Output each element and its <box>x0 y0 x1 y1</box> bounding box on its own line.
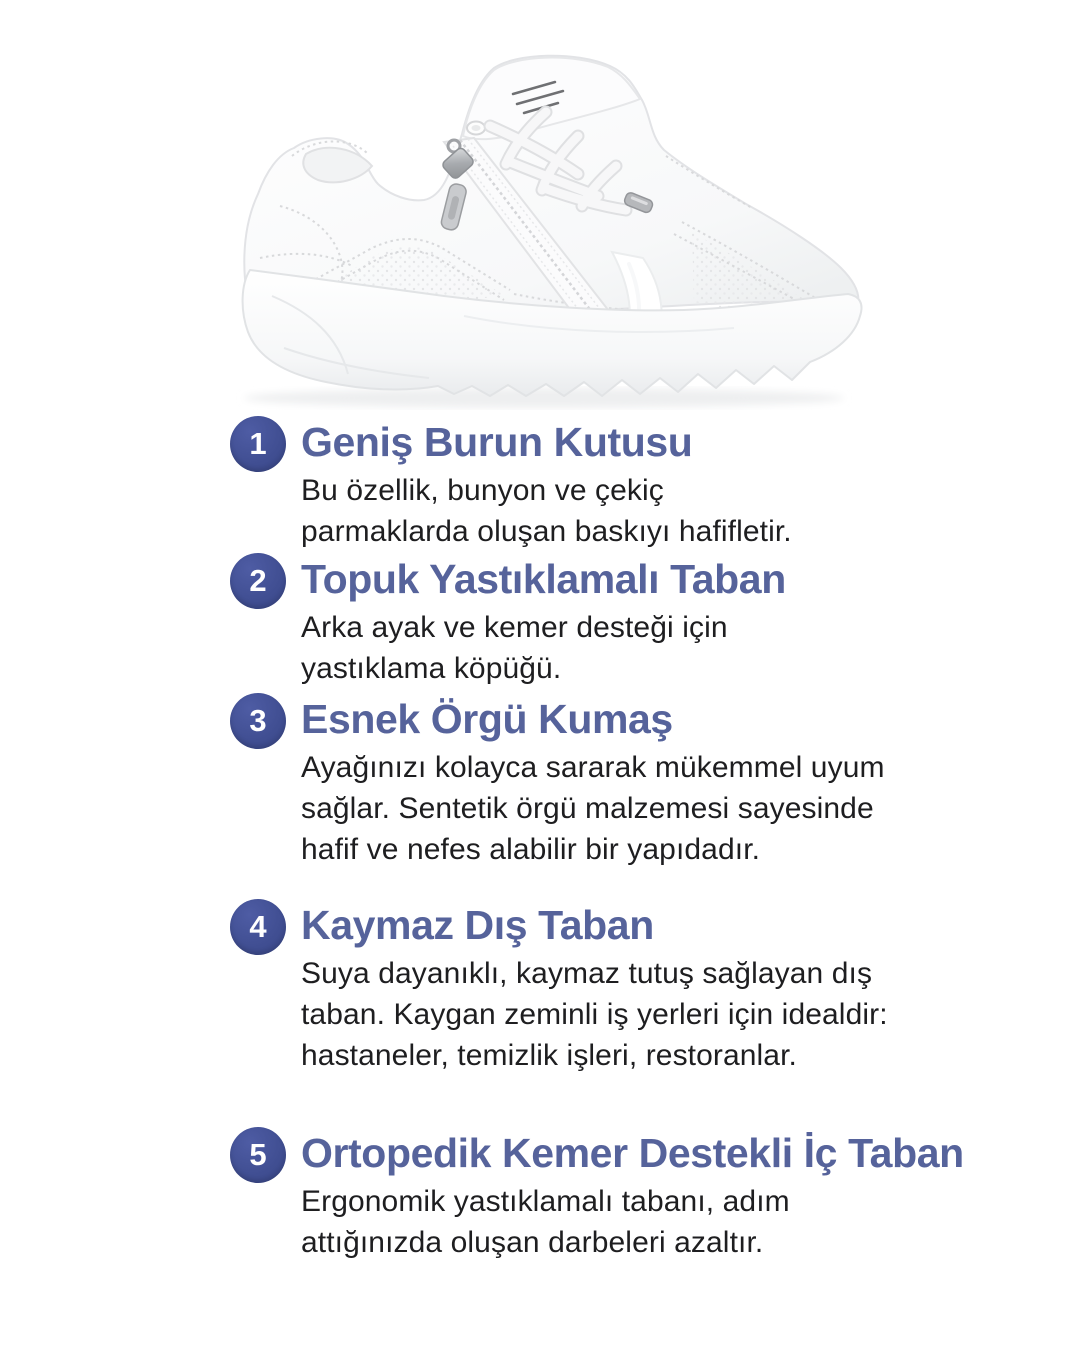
feature-number-badge <box>230 693 286 749</box>
sneaker-illustration <box>213 44 865 416</box>
product-photo <box>213 44 865 416</box>
feature-description <box>301 747 885 870</box>
feature-description-line: Suya dayanıklı, kaymaz tutuş sağlayan dış <box>301 957 873 990</box>
side-eyelet-hole <box>472 125 481 131</box>
feature-title: Geniş Burun Kutusu <box>301 419 693 465</box>
feature-number-badge <box>230 553 286 609</box>
feature-description <box>301 1181 964 1263</box>
feature-title: Ortopedik Kemer Destekli İç Taban <box>301 1130 964 1176</box>
shoe-shadow <box>244 388 844 408</box>
feature-list <box>230 417 1040 1263</box>
feature-description <box>301 607 786 689</box>
feature-title: Topuk Yastıklamalı Taban <box>301 556 786 602</box>
feature-description-line: hafif ve nefes alabilir bir yapıdadır. <box>301 833 761 866</box>
feature-number-badge <box>230 1127 286 1183</box>
feature-text <box>301 554 786 689</box>
feature-text <box>301 1128 964 1263</box>
feature-title: Kaymaz Dış Taban <box>301 902 654 948</box>
feature-number: 1 <box>249 426 267 461</box>
feature-title: Esnek Örgü Kumaş <box>301 696 673 742</box>
feature-number: 2 <box>249 563 267 598</box>
feature-item <box>230 900 1040 1076</box>
feature-description-line: taban. Kaygan zeminli iş yerleri için idealdir: <box>301 998 888 1031</box>
feature-description-line: yastıklama köpüğü. <box>301 652 562 685</box>
feature-description <box>301 953 888 1076</box>
feature-item <box>230 694 1040 870</box>
feature-item <box>230 417 1040 552</box>
feature-description-line: parmaklarda oluşan baskıyı hafifletir. <box>301 515 792 548</box>
feature-item <box>230 554 1040 689</box>
feature-text <box>301 900 888 1076</box>
feature-description-line: hastaneler, temizlik işleri, restoranlar. <box>301 1039 797 1072</box>
feature-description <box>301 470 792 552</box>
feature-number-badge <box>230 416 286 472</box>
feature-description-line: sağlar. Sentetik örgü malzemesi sayesinde <box>301 792 874 825</box>
feature-description-line: Arka ayak ve kemer desteği için <box>301 611 728 644</box>
feature-description-line: Ergonomik yastıklamalı tabanı, adım <box>301 1185 790 1218</box>
feature-number: 3 <box>249 703 267 738</box>
feature-description-line: Ayağınızı kolayca sararak mükemmel uyum <box>301 751 885 784</box>
feature-number: 4 <box>249 909 267 944</box>
feature-number: 5 <box>249 1137 267 1172</box>
feature-text <box>301 694 885 870</box>
feature-description-line: Bu özellik, bunyon ve çekiç <box>301 474 664 507</box>
feature-number-badge <box>230 899 286 955</box>
feature-text <box>301 417 792 552</box>
feature-item <box>230 1128 1040 1263</box>
feature-description-line: attığınızda oluşan darbeleri azaltır. <box>301 1226 764 1259</box>
